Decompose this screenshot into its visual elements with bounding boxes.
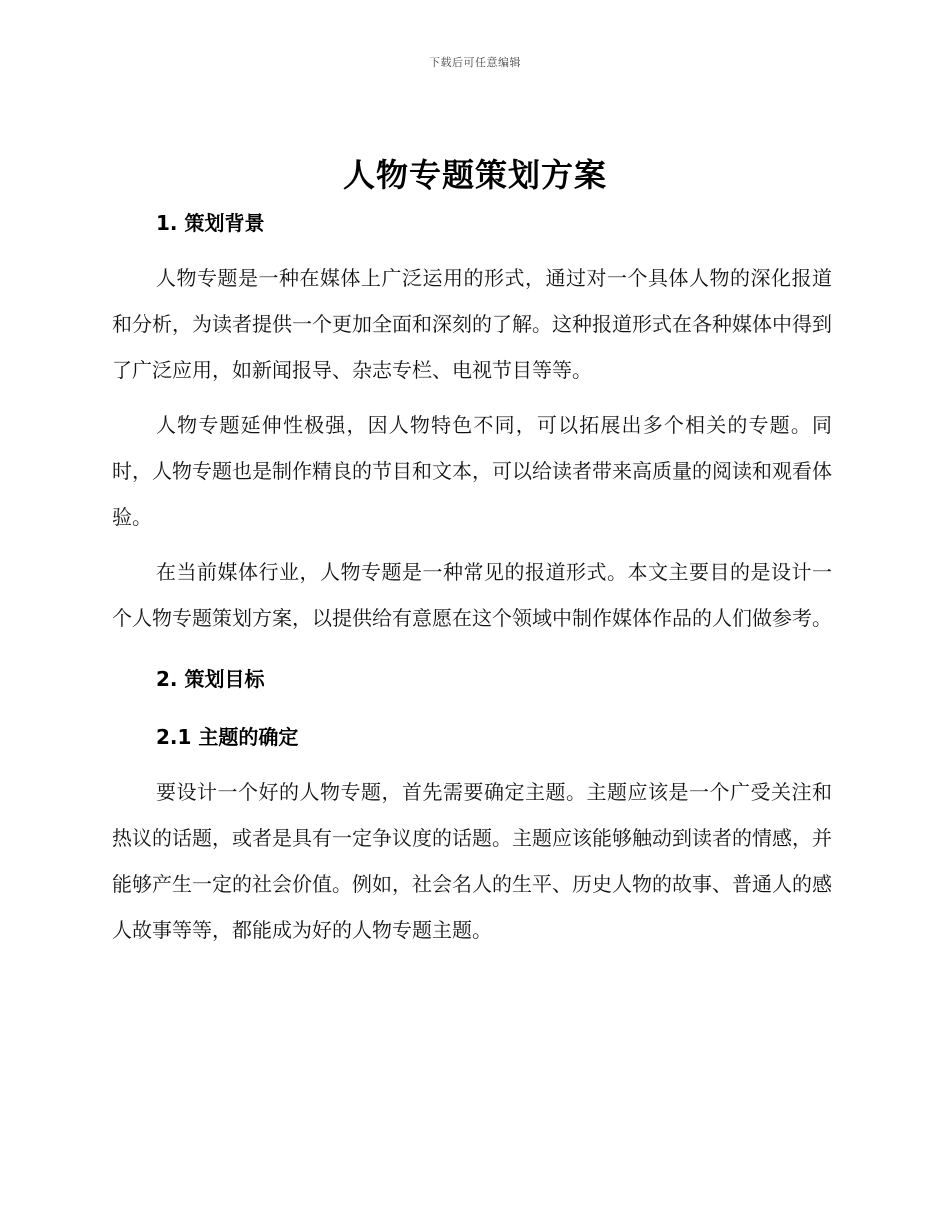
- paragraph-theme-1: 要设计一个好的人物专题，首先需要确定主题。主题应该是一个广受关注和热议的话题，或者是具有一定争议度的话题。主题应该能够触动到读者的情感，并能够产生一定的社会价值。例如，社会名人的生平、历史人物的故事、普通人的感人故事等等，都能成为好的人物专题主题。: [112, 780, 832, 942]
- section-heading-background: 1. 策划背景: [156, 211, 265, 235]
- document-body: [112, 203, 832, 953]
- paragraph-background-1: 人物专题是一种在媒体上广泛运用的形式，通过对一个具体人物的深化报道和分析，为读者提供一个更加全面和深刻的了解。这种报道形式在各种媒体中得到了广泛应用，如新闻报导、杂志专栏、电视节目等等。: [112, 266, 832, 382]
- subsection-heading-theme: 2.1 主题的确定: [156, 725, 299, 749]
- section-heading-goals: 2. 策划目标: [156, 667, 265, 691]
- running-header: 下载后可任意编辑: [429, 56, 521, 69]
- paragraph-background-2: 人物专题延伸性极强，因人物特色不同，可以拓展出多个相关的专题。同时，人物专题也是制作精良的节目和文本，可以给读者带来高质量的阅读和观看体验。: [112, 413, 832, 529]
- paragraph-background-3: 在当前媒体行业，人物专题是一种常见的报道形式。本文主要目的是设计一个人物专题策划方案，以提供给有意愿在这个领域中制作媒体作品的人们做参考。: [112, 560, 832, 630]
- document-title: 人物专题策划方案: [342, 156, 607, 194]
